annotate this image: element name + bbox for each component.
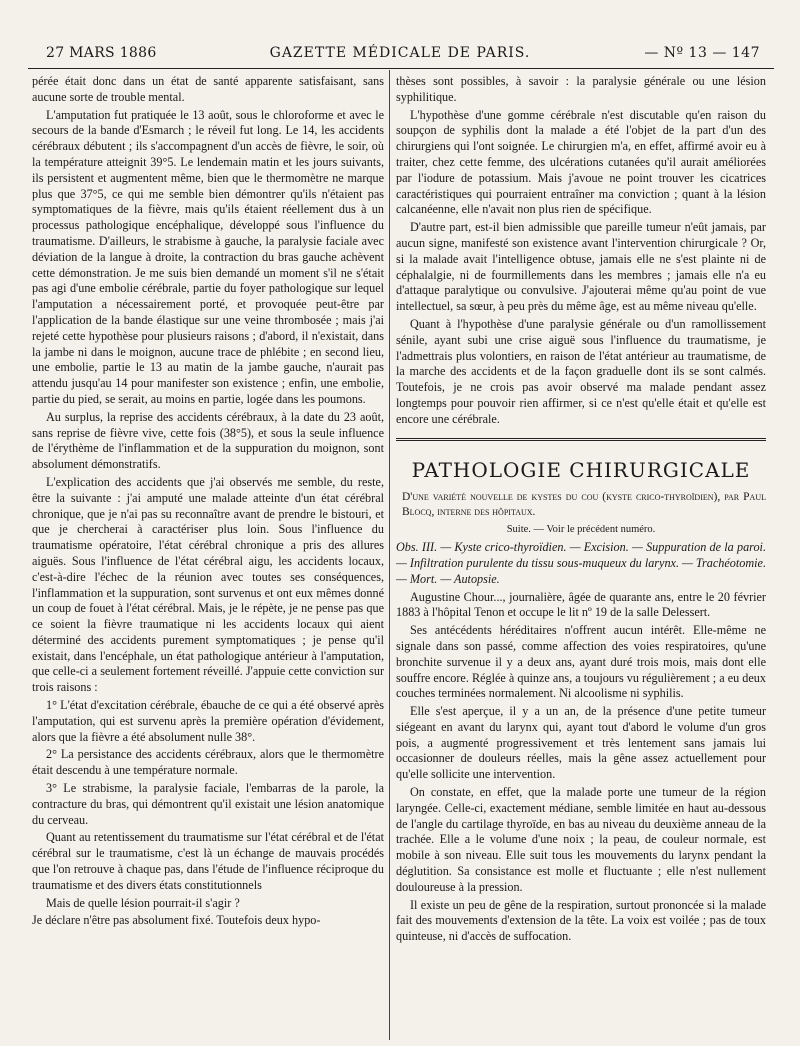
header-journal: GAZETTE MÉDICALE DE PARIS. <box>269 45 531 61</box>
left-column <box>32 74 384 931</box>
right-column <box>396 74 766 947</box>
paragraph: Quant au retentissement du traumatisme sur l'état cérébral et de l'état cérébral sur le traumatisme, c'est là un échange de mauvais procédés que l'on retrouve à chaque pas, dans l'étude de l'influence réciproque du traumatisme et des divers états constitutionnels <box>32 830 384 892</box>
paragraph: pérée était donc dans un état de santé apparente satisfaisant, sans aucune sorte de trouble mental. <box>32 74 384 104</box>
observation-heading-text: Obs. III. — Kyste crico-thyroïdien. — Excision. — Suppuration de la paroi. — Infiltration purulente du tissu sous-muqueux du larynx. — Trachéotomie. — Mort. — Autopsie. <box>396 540 767 586</box>
paragraph: Quant à l'hypothèse d'une paralysie générale ou d'un ramollissement sénile, ayant subi une crise aiguë sous l'influence du traumatisme, je l'admettrais plus volontiers, en raison de l'état antérieur au traumatisme, de la marche des accidents et de la façon graduelle dont ils se sont calmés. Toutefois, je ne crois pas avoir observé ma malade pendant assez longtemps pour pouvoir rien affirmer, si ce n'est qu'elle était et qu'elle est encore une cérébrale. <box>396 316 766 426</box>
article-title: D'une variété nouvelle de kystes du cou (kyste crico-thyroïdien), par Paul Blocq, interne des hôpitaux. <box>402 491 766 519</box>
continuation-note: Suite. — Voir le précédent numéro. <box>506 524 656 536</box>
paragraph: 3° Le strabisme, la paralysie faciale, l'embarras de la parole, la contracture du bras, qui démontrent qu'il existait une lésion anatomique du cerveau. <box>32 781 384 827</box>
paragraph: L'amputation fut pratiquée le 13 août, sous le chloroforme et avec le secours de la bande d'Esmarch ; le réveil fut long. Le 14, les accidents cérébraux débutent ; ils s'accompagnent d'un accès de fièvre, le soir, où la température atteignit 39°5. Le lendemain matin et les jours suivants, ils persistent et augmentent même, bien que le thermomètre ne marque plus que 37°5, ce qui me semble bien démontrer qu'ils n'étaient pas symptomatiques de la fièvre, mais qu'ils étaient réellement dus à un processus pathologique encéphalique, développé sous l'influence du traumatisme. D'ailleurs, le strabisme à gauche, la paralysie faciale avec déviation de la langue à droite, la contraction du bras gauche achèvent cette démonstration. Je me suis bien demandé un moment s'il ne s'était pas agi d'une embolie cérébrale, partie du foyer pathologique sur lequel l'amputation a nécessairement porté, et provoquée peut-être par l'application de la bande élastique sur une veine thrombosée ; mais j'ai rejeté cette hypothèse pour plusieurs raisons ; d'abord, il n'existait, dans la jambe ni dans le moignon, aucune trace de phlébite ; en second lieu, une embolie, partie le 13 au matin de la jambe gauche, n'aurait pas attendu jusqu'au 14 pour manifester son existence ; enfin, une embolie, partie du pied, se serait, au moins en partie, logée dans les poumons. <box>32 107 384 406</box>
paragraph: Mais de quelle lésion pourrait-il s'agir ? <box>46 895 240 910</box>
header-rule <box>28 68 774 69</box>
running-header <box>40 42 760 64</box>
paragraph: D'autre part, est-il bien admissible que pareille tumeur n'eût jamais, par aucun signe, manifesté son existence avant l'intervention chirurgicale ? Or, si la malade avait l'intelligence obtuse, jamais elle ne s'est plainte ni de céphalalgie, ni de fourmillements dans les membres ; jamais elle n'a eu d'attaque paralytique ou convulsive. J'ajouterai même qu'au point de vue intellectuel, sa sœur, à peu près du même âge, est au même niveau qu'elle. <box>396 220 766 314</box>
header-date: 27 MARS 1886 <box>46 45 157 61</box>
paragraph: thèses sont possibles, à savoir : la paralysie générale ou une lésion syphilitique. <box>396 74 766 104</box>
paragraph: L'explication des accidents que j'ai observés me semble, du reste, être la suivante : j'ai amputé une malade atteinte d'un état cérébral chronique, que je n'ai pas su reconnaître avant de prendre le bistouri, et que je chercherai à caractériser plus loin. Sous l'influence du traumatisme opératoire, l'état cérébral chronique a pris des allures aiguës. Sous l'influence de l'état cérébral aigu, les accidents locaux, c'est-à-dire l'échec de la réunion avec toutes ses conséquences, l'inflammation et la suppuration, sont survenus et ont eux mêmes donné un coup de fouet à l'état cérébral. Mais, je le répète, je ne pense pas que ce soient la fièvre traumatique ni les accidents locaux qui aient déterminé des accidents purement symptomatiques ; je pense qu'il existait, dans l'encéphale, un état pathologique antérieur à l'amputation, que celle-ci a seulement fortement réveillé. J'appuie cette conviction sur trois raisons : <box>32 474 384 695</box>
paragraph: 1° L'état d'excitation cérébrale, ébauche de ce qui a été observé après l'amputation, qui est survenu après la première opération d'évidement, alors que la fièvre a été absolument nulle 38°. <box>32 698 384 744</box>
paragraph: Je déclare n'être pas absolument fixé. Toutefois deux hypo- <box>32 913 321 928</box>
paragraph: L'hypothèse d'une gomme cérébrale n'est discutable qu'en raison du soupçon de syphilis dont la malade a été l'objet de la part d'un des chirurgiens qui l'ont soignée. Le chirurgien m'a, en effet, affirmé avoir eu à traiter, chez cette femme, des ulcérations cutanées qu'il aurait améliorées par l'iodure de potassium. Mais j'avoue ne point trouver les cicatrices caractéristiques qui pourraient entraîner ma conviction ; quant à la lésion calcanéenne, elle n'avait non plus rien de spécifique. <box>396 107 766 217</box>
paragraph: Au surplus, la reprise des accidents cérébraux, à la date du 23 août, sans reprise de fièvre vive, cette fois (38°5), et sous la seule influence de l'érythème de l'inflammation et de la suppuration du moignon, sont absolument démonstratifs. <box>32 409 384 472</box>
paragraph: Ses antécédents héréditaires n'offrent aucun intérêt. Elle-même ne signale dans son passé, comme affection des voies respiratoires, qu'une bronchite survenue il y a deux ans, ayant duré trois mois, mais dont elle souffre encore. Réglée à quinze ans, a toujours vu régulièrement ; a eu deux couches terminées normalement. Ni alcoolisme ni syphilis. <box>396 623 766 701</box>
paragraph: Elle s'est aperçue, il y a un an, de la présence d'une petite tumeur siégeant en avant du larynx qui, ayant tout d'abord le volume d'un gros pois, a augmenté progressivement et très lentement sans jamais lui occasionner de douleurs réelles, mais la gêne assez actuellement pour qu'elle sollicite une intervention. <box>396 704 766 782</box>
section-title: PATHOLOGIE CHIRURGICALE <box>411 457 751 482</box>
observation-heading <box>396 540 766 587</box>
paragraph: Il existe un peu de gêne de la respiration, surtout prononcée si la malade fait des mouvements d'extension de la tête. La voix est voilée ; pas de toux quinteuse, ni d'accès de suffocation. <box>396 897 766 944</box>
paragraph: On constate, en effet, que la malade porte une tumeur de la région laryngée. Celle-ci, exactement médiane, semble limitée en haut au-dessous de l'angle du cartilage thyroïde, en bas au niveau du deuxième anneau de la trachée. Elle a le volume d'une noix ; la peau, de couleur normale, est mobile à son niveau. Elle suit tous les mouvements du larynx pendant la déglutition. Sa consistance est molle et fluctuante ; elle n'est nullement douloureuse à la pression. <box>396 785 766 894</box>
paragraph: 2° La persistance des accidents cérébraux, alors que le thermomètre était descendu à une température normale. <box>32 747 384 778</box>
header-page-number: — Nº 13 — 147 <box>644 45 760 61</box>
paragraph: Augustine Chour..., journalière, âgée de quarante ans, entre le 20 février 1883 à l'hôpital Tenon et occupe le lit nº 19 de la salle Delessert. <box>396 589 766 620</box>
section-rule <box>396 438 766 441</box>
column-divider <box>389 70 390 1040</box>
